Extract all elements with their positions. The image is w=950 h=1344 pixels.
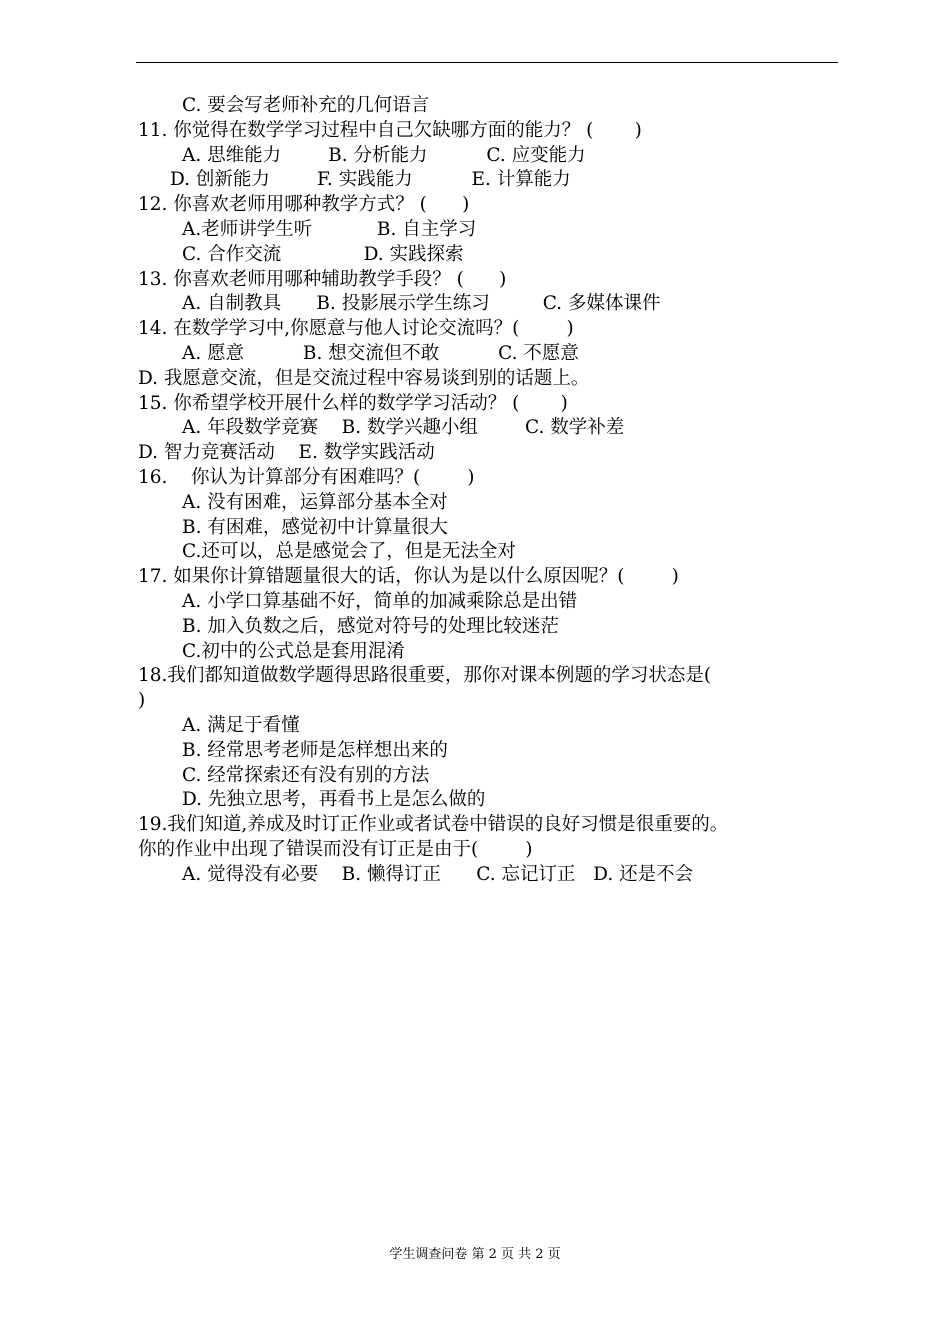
question-line: D. 创新能力 F. 实践能力 E. 计算能力 xyxy=(170,169,571,191)
question-line: A. 自制教具 B. 投影展示学生练习 C. 多媒体课件 xyxy=(182,293,661,315)
question-line: C. 经常探索还有没有别的方法 xyxy=(182,764,430,786)
question-line: 19.我们知道,养成及时订正作业或者试卷中错误的良好习惯是很重要的。 xyxy=(138,814,729,836)
question-line: A. 觉得没有必要 B. 懒得订正 C. 忘记订正 D. 还是不会 xyxy=(182,863,694,885)
question-line: B. 经常思考老师是怎样想出来的 xyxy=(182,739,448,761)
question-line: B. 加入负数之后，感觉对符号的处理比较迷茫 xyxy=(182,615,559,637)
question-line: A. 思维能力 B. 分析能力 C. 应变能力 xyxy=(182,144,586,166)
question-line: C. 要会写老师补充的几何语言 xyxy=(182,95,430,116)
question-line: D. 先独立思考，再看书上是怎么做的 xyxy=(182,789,486,811)
question-line: A. 小学口算基础不好，简单的加减乘除总是出错 xyxy=(182,590,578,612)
question-line: B. 有困难，感觉初中计算量很大 xyxy=(182,516,448,538)
question-line: A. 年段数学竞赛 B. 数学兴趣小组 C. 数学补差 xyxy=(182,417,625,439)
question-line: C. 合作交流 D. 实践探索 xyxy=(182,243,464,265)
question-line: D. 我愿意交流，但是交流过程中容易谈到别的话题上。 xyxy=(138,367,590,389)
question-line: A. 满足于看懂 xyxy=(182,714,300,736)
question-line: 15. 你希望学校开展什么样的数学学习活动？ ( ) xyxy=(138,392,568,414)
question-line: D. 智力竞赛活动 E. 数学实践活动 xyxy=(138,442,435,464)
question-line: A.老师讲学生听 B. 自主学习 xyxy=(182,218,477,240)
question-line: 13. 你喜欢老师用哪种辅助教学手段？ ( ) xyxy=(138,268,507,290)
question-line: 18.我们都知道做数学题得思路很重要，那你对课本例题的学习状态是( xyxy=(138,665,712,687)
header-rule xyxy=(136,62,838,63)
question-line: 12. 你喜欢老师用哪种教学方式？ ( ) xyxy=(138,194,470,216)
page-footer: 学生调查问卷 第 2 页 共 2 页 xyxy=(389,1247,561,1262)
question-line: 你的作业中出现了错误而没有订正是由于( ) xyxy=(138,838,533,860)
question-line: ) xyxy=(138,690,146,712)
question-line: A. 愿意 B. 想交流但不敢 C. 不愿意 xyxy=(182,342,579,364)
questionnaire-body xyxy=(138,94,858,888)
question-line: A. 没有困难，运算部分基本全对 xyxy=(182,491,448,513)
question-line: C.还可以，总是感觉会了，但是无法全对 xyxy=(182,541,516,563)
question-line: 17. 如果你计算错题量很大的话，你认为是以什么原因呢？( ) xyxy=(138,566,679,588)
question-line: 16. 你认为计算部分有困难吗？( ) xyxy=(138,466,475,488)
question-line: C.初中的公式总是套用混淆 xyxy=(182,640,405,662)
question-line: 11. 你觉得在数学学习过程中自己欠缺哪方面的能力？ ( ) xyxy=(138,119,642,141)
question-line: 14. 在数学学习中,你愿意与他人讨论交流吗？( ) xyxy=(138,318,574,340)
